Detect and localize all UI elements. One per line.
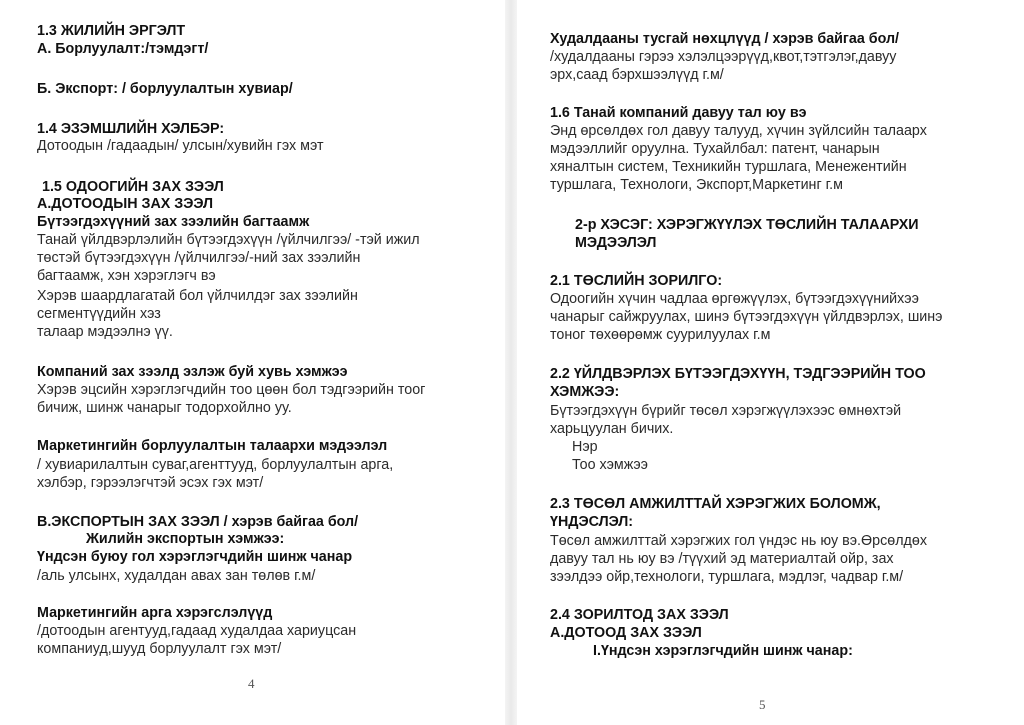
body-line: Бүтээгдэхүүн бүрийг төсөл хэрэгжүүлэхээс өмнөхтэй — [550, 403, 902, 419]
body-line: Тоо хэмжээ — [572, 457, 648, 473]
body-line: Хэрэв шаардлагатай бол үйлчилдэг зах зээлийн — [37, 288, 358, 304]
body-line: Төсөл амжилттай хэрэгжих гол үндэс нь юу вэ.Өрсөлдөх — [550, 533, 927, 549]
section-heading: А. Борлуулалт:/тэмдэгт/ — [37, 41, 209, 57]
body-line: сегментүүдийн хэз — [37, 306, 161, 322]
body-line: Нэр — [572, 439, 598, 455]
section-heading: 2.1 ТӨСЛИЙН ЗОРИЛГО: — [550, 273, 723, 289]
body-line: /худалдааны гэрээ хэлэлцээрүүд,квот,тэтгэлэг,давуу — [550, 49, 897, 65]
body-line: хэлбэр, гэрээлэгчтэй эсэх гэх мэт/ — [37, 475, 264, 491]
section-heading: Жилийн экспортын хэмжээ: — [86, 531, 285, 547]
section-heading: А.ДОТООД ЗАХ ЗЭЭЛ — [550, 625, 702, 641]
section-heading: А.ДОТООДЫН ЗАХ ЗЭЭЛ — [37, 196, 214, 212]
body-line: бичиж, шинж чанарыг тодорхойлно уу. — [37, 400, 292, 416]
section-heading: В.ЭКСПОРТЫН ЗАХ ЗЭЭЛ / хэрэв байгаа бол/ — [37, 514, 359, 530]
body-line: багтаамж, хэн хэрэглэгч вэ — [37, 268, 216, 284]
body-line: /аль улсынх, худалдан авах зан төлөв г.м/ — [37, 568, 316, 584]
body-line: Дотоодын /гадаадын/ улсын/хувийн гэх мэт — [37, 138, 324, 154]
body-line: хяналтын систем, Техникийн туршлага, Менежентийн — [550, 159, 907, 175]
body-line: зээлдээ ойр,технологи, туршлага, мэдлэг, чадвар г.м/ — [550, 569, 904, 585]
body-line: туршлага, Технологи, Экспорт,Маркетинг г.м — [550, 177, 843, 193]
section-heading: 1.5 ОДООГИЙН ЗАХ ЗЭЭЛ — [42, 179, 224, 195]
section-heading: 1.6 Танай компаний давуу тал юу вэ — [550, 105, 807, 121]
section-heading: Маркетингийн арга хэрэгслэлүүд — [37, 605, 273, 621]
body-line: мэдээллийг оруулна. Тухайлбал: патент, чанарын — [550, 141, 880, 157]
right-page — [515, 0, 1024, 725]
section-heading: 2.4 ЗОРИЛТОД ЗАХ ЗЭЭЛ — [550, 607, 729, 623]
section-heading: ҮНДЭСЛЭЛ: — [550, 514, 634, 530]
body-line: Энд өрсөлдөх гол давуу талууд, хүчин зүйлсийн талаарх — [550, 123, 927, 139]
section-heading: 1.4 ЭЗЭМШЛИЙН ХЭЛБЭР: — [37, 121, 225, 137]
section-heading: Компаний зах зээлд эзлэж буй хувь хэмжээ — [37, 364, 348, 380]
body-line: төстэй бүтээгдэхүүн /үйлчилгээ/-ний зах зээлийн — [37, 250, 361, 266]
body-line: /дотоодын агентууд,гадаад худалдаа хариуцсан — [37, 623, 357, 639]
page-number: 5 — [759, 697, 766, 712]
left-page — [0, 0, 505, 725]
section-heading: Б. Экспорт: / борлуулалтын хувиар/ — [37, 81, 293, 97]
section-heading: 1.3 ЖИЛИЙН ЭРГЭЛТ — [37, 23, 186, 39]
section-heading: Бүтээгдэхүүний зах зээлийн багтаамж — [37, 214, 310, 230]
body-line: тоног төхөөрөмж суурилуулах г.м — [550, 327, 771, 343]
section-heading: 2.2 ҮЙЛДВЭРЛЭХ БҮТЭЭГДЭХҮҮН, ТЭДГЭЭРИЙН ТОО — [550, 366, 926, 382]
body-line: Хэрэв эцсийн хэрэглэгчдийн тоо цөөн бол тэдгээрийн тоог — [37, 382, 426, 398]
section-heading: Маркетингийн борлуулалтын талаархи мэдээлэл — [37, 438, 388, 454]
body-line: Танай үйлдвэрлэлийн бүтээгдэхүүн /үйлчилгээ/ -тэй ижил — [37, 232, 420, 248]
body-line: эрх,саад бэрхшээлүүд г.м/ — [550, 67, 724, 83]
section-heading: I.Үндсэн хэрэглэгчдийн шинж чанар: — [593, 643, 853, 659]
section-heading: Худалдааны тусгай нөхцлүүд / хэрэв байгаа бол/ — [550, 31, 900, 47]
body-line: / хувиарилалтын суваг,агенттууд, борлуулалтын арга, — [37, 457, 394, 473]
body-line: давуу тал нь юу вэ /түүхий эд материалтай ойр, зах — [550, 551, 894, 567]
section-heading: Үндсэн буюу гол хэрэглэгчдийн шинж чанар — [37, 549, 353, 565]
body-line: талаар мэдээлнэ үү. — [37, 324, 173, 340]
section-heading: 2.3 ТӨСӨЛ АМЖИЛТТАЙ ХЭРЭГЖИХ БОЛОМЖ, — [550, 496, 881, 512]
section-heading: ХЭМЖЭЭ: — [550, 384, 620, 400]
body-line: харьцуулан бичих. — [550, 421, 674, 437]
section-heading: МЭДЭЭЛЭЛ — [575, 235, 657, 251]
page-number: 4 — [248, 676, 255, 691]
section-heading: 2-р ХЭСЭГ: ХЭРЭГЖҮҮЛЭХ ТӨСЛИЙН ТАЛААРХИ — [575, 217, 919, 233]
body-line: чанарыг сайжруулах, шинэ бүтээгдэхүүн үйлдвэрлэх, шинэ — [550, 309, 943, 325]
body-line: компаниуд,шууд борлуулалт гэх мэт/ — [37, 641, 282, 657]
body-line: Одоогийн хүчин чадлаа өргөжүүлэх, бүтээгдэхүүнийхээ — [550, 291, 919, 307]
